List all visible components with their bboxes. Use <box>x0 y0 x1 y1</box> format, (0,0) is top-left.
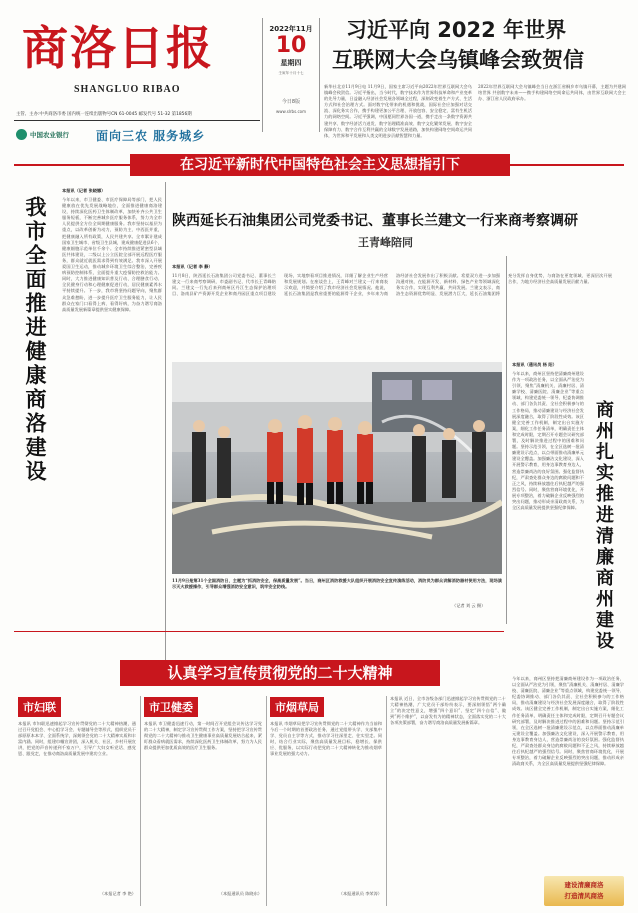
date-box <box>262 18 320 132</box>
bank-logo-icon <box>16 129 27 140</box>
center-story-headline: 陕西延长石油集团公司党委书记、董事长兰建文一行来商考察调研 <box>172 213 578 229</box>
clean-governance-badge <box>544 876 624 906</box>
sponsor-strip <box>14 126 260 144</box>
right-story-headline: 商州扎实推进清廉商州建设 <box>593 400 614 652</box>
today-pages: 今日8版 <box>281 99 301 105</box>
right-story-body-top: 今年以来，商州区坚持把清廉商州建设作为一项政治任务，以全面从严治党为引领，聚焦“清廉机关、清廉村居、清廉学校、清廉医院、清廉企业”等重点领域，构建党委统一领导、纪委协调推动、部门各负其责、全社会积极参与的工作格局，推动清廉建设与经济社会发展深度融合，取得了阶段性成效。该区健全完善工作机制，制定出台实施方案，细化工作任务清单，明确责任主体和完成时限，定期召开专题会议研究部署，及时解决推进过程中的困难和问题。坚持示范引领，在全区选树一批清廉建设示范点，以点带面推动清廉单元建设全覆盖。加强廉洁文化建设，深入开展警示教育，用身边事教育身边人，营造崇廉尚洁的良好氛围。强化监督执纪，严肃查处群众身边的腐败问题和不正之风，持续释放越往后执纪越严的强烈信号。同时，聚焦营商环境优化，开展专项整治，着力破解企业反映强烈的突出问题，推动形成亲清政商关系，为全区高质量发展提供坚强纪律保障。 <box>512 371 584 511</box>
date-day: 10 <box>275 33 307 58</box>
left-story-headline: 我市全面推进健康商洛建设 <box>23 196 48 484</box>
left-story-body: 今年以来，市卫健委、市医疗保障局等部门，把人民健康放在优先发展战略地位，全面推进健康商洛建设，持续深化医药卫生体制改革，加快补齐公共卫生服务短板，不断完善城乡医疗服务体系，努力为全市人民提供全方位全周期健康服务。我市坚持以基层为重点，以改革创新为动力，预防为主、中西医并重，把健康融入所有政策，人民共建共享。全市累计建成国家卫生城市、省级卫生县城，建成健康促进县6个、健康细胞示范单位千余个。全市持续推进紧密型县域医共体建设，二级以上公立医院全部开展远程医疗服务，群众就近就医需求得到有效满足。我市深入开展爱国卫生运动，推动城乡环境卫生综合整治，完善疾病预防控制体系，全面提升重大疫情防控救治能力。同时，大力推进健康知识普及行动、合理膳食行动、全民健身行动和心理健康促进行动，居民健康素养水平持续提升。下一步，我市将坚持问题导向，聚焦群众急难愁盼，进一步提升医疗卫生服务能力，让人民群众在家门口看得上病、看得好病，为奋力谱写商洛高质量发展新篇章提供坚实健康保障。 <box>62 197 162 312</box>
column-2-credit: （本报通讯员 陈晓东） <box>218 891 262 896</box>
sponsor-name: 中国农业银行 <box>30 131 69 139</box>
photo-caption: 11月9日是第31个全国消防日，主题为“抓消防安全，保高质量发展”。当日，商州区消防救援大队组织开展消防安全宣传演练活动，消防员为群众讲解消防器材使用方法，现场演示灭火救援操作，引导群众增强消防安全意识，筑牢安全防线。 <box>172 578 502 590</box>
right-story-body-bottom: 今年以来，商州区坚持把清廉商州建设作为一项政治任务，以全面从严治党为引领，聚焦“清廉机关、清廉村居、清廉学校、清廉医院、清廉企业”等重点领域，构建党委统一领导、纪委协调推动、部门各负其责、全社会积极参与的工作格局，推动清廉建设与经济社会发展深度融合，取得了阶段性成效。该区健全完善工作机制，制定出台实施方案，细化工作任务清单，明确责任主体和完成时限，定期召开专题会议研究部署，及时解决推进过程中的困难和问题。坚持示范引领，在全区选树一批清廉建设示范点，以点带面推动清廉单元建设全覆盖。加强廉洁文化建设，深入开展警示教育，用身边事教育身边人，营造崇廉尚洁的良好氛围。强化监督执纪，严肃查处群众身边的腐败问题和不正之风，持续释放越往后执纪越严的强烈信号。同时，聚焦营商环境优化，开展专项整治，着力破解企业反映强烈的突出问题，推动形成亲清政商关系，为全区高质量发展提供坚强纪律保障。 <box>512 676 624 767</box>
column-2-body: 本报讯 市卫健委迅速行动，第一时间召开党组会议传达学习党的二十大精神，制定学习宣传贯彻工作方案，坚持把学习宣传贯彻党的二十大精神与推动卫生健康事业高质量发展结合起来，紧盯群众看病就医需求，持续深化医药卫生体制改革，努力为人民群众提供更加优质高效的医疗卫生服务。 <box>144 721 262 751</box>
column-3-tag: 市烟草局 <box>270 697 324 717</box>
badge-line-2: 打造清风商洛 <box>564 892 604 900</box>
firefighting-drill-scene <box>172 362 502 574</box>
weekday: 星期四 <box>280 59 302 67</box>
lead-headline-1: 习近平向 2022 年世界 <box>346 18 567 42</box>
center-story-subhead: 王青峰陪同 <box>358 236 413 249</box>
publisher-line: 主管、主办:中共商洛市委 国内统一连续出版物号CN 61-0045 邮发代号 51-32 第1856期 <box>16 112 192 117</box>
column-3-credit: （本报通讯员 李荣涛） <box>338 891 382 896</box>
lead-body-right: 2022年世界互联网大会乌镇峰会当日在浙江省桐乡市乌镇开幕，主题为共建网络世界 共创数字未来——携手构建网络空间命运共同体，由世界互联网大会主办、浙江省人民政府承办。 <box>478 84 626 102</box>
column-2-tag: 市卫健委 <box>144 697 198 717</box>
column-3 <box>270 696 382 906</box>
masthead-pinyin: SHANGLUO RIBAO <box>74 84 181 95</box>
column-3-body: 本报讯 市烟草局把学习宣传贯彻党的二十大精神作为当前和今后一个时期的首要政治任务，通过党组带头学、支部集中学、党员自主学等方式，推动学习往深里走、往实里走。同时，结合行业实际，聚焦高质量发展目标，稳增长、保供应、优服务，以实际行动把党的二十大精神转化为推动烟草事业发展的强大动力。 <box>270 721 382 757</box>
badge-line-1: 建设清廉商洛 <box>564 881 604 889</box>
column-4 <box>390 696 506 906</box>
right-story-byline: 本报讯（通讯员 杨 阳） <box>512 362 557 367</box>
lead-body-left: 新华社北京11月9日电 11月9日，国家主席习近平向2022年世界互联网大会乌镇峰会致贺信。习近平指出，当今时代，数字技术作为世界科技革命和产业变革的先导力量，日益融入经济社会发展各领域全过程，深刻改变着生产方式、生活方式和社会治理方式。面对数字化带来的机遇和挑战，国际社会应加强对话交流、深化务实合作，携手构建更加公平合理、开放包容、安全稳定、富有生机活力的网络空间。习近平强调，中国愿同世界各国一道，携手走出一条数字资源共建共享、数字经济活力迸发、数字治理精准高效、数字文化繁荣发展、数字安全保障有力、数字合作互利共赢的全球数字发展道路，加快构建网络空间命运共同体，为世界和平发展和人类文明进步贡献智慧和力量。 <box>324 84 472 138</box>
sponsor-slogan: 面向三农 服务城乡 <box>96 129 206 143</box>
lunar-date: 壬寅年十月十七 <box>278 71 304 75</box>
column-1-body: 本报讯 市妇联迅速掀起学习宣传贯彻党的二十大精神热潮，通过召开党组会、中心组学习会、专题辅导会等形式，组织党员干部原原本本学、全面系统学，深刻领会党的二十大精神实质和丰富内涵。同时，组建巾帼宣讲团，深入机关、社区、乡村开展宣讲，把党的声音传递到千家万户，引导广大妇女听党话、感党恩、跟党走，在推动商洛高质量发展中建功立业。 <box>18 721 136 757</box>
lead-headline-2: 互联网大会乌镇峰会致贺信 <box>332 48 584 72</box>
masthead <box>14 18 259 118</box>
column-1 <box>18 696 136 906</box>
photo-credit: （记者 刘 云 摄） <box>452 603 486 608</box>
left-story-byline: 本报讯（记者 张晓娜） <box>62 188 106 193</box>
date-year-month: 2022年11月 <box>269 25 313 33</box>
center-story-byline: 本报讯（记者 李 静） <box>172 264 213 269</box>
column-2 <box>144 696 262 906</box>
banner-bottom: 认真学习宣传贯彻党的二十大精神 <box>120 660 440 686</box>
banner-top: 在习近平新时代中国特色社会主义思想指引下 <box>130 154 510 176</box>
center-story-body: 11月8日，陕西延长石油集团公司党委书记、董事长兰建文一行来商考察调研，市委副书记、代市长王青峰陪同。兰建文一行先后来到商州区丹江生态保护治理项目、洛南县矿产资源开发企业和商丹园区重点项目建设现场，实地察看项目推进情况，详细了解企业生产经营和发展规划。在座谈会上，王青峰对兰建文一行来商表示欢迎，并简要介绍了我市经济社会发展情况。他说，延长石油集团是我省重要的能源骨干企业，多年来为商洛经济社会发展作出了积极贡献。希望双方进一步加强沟通对接，在能源开发、新材料、绿色产业等领域深化务实合作，实现互利共赢、共同发展。兰建文表示，商洛生态资源优势明显、发展潜力巨大，延长石油集团将充分发挥自身优势，与商洛在更宽领域、更深层次开展合作，为地方经济社会高质量发展贡献力量。 <box>172 273 612 297</box>
website[interactable]: www.slrbs.com <box>276 109 306 114</box>
column-1-credit: （本报记者 李 艳） <box>99 891 136 896</box>
column-4-body: 本报讯 近日，全市各级各部门迅速掀起学习宣传贯彻党的二十大精神热潮，广大党员干部纷纷表示，要深刻领悟“两个确立”的决定性意义，增强“四个意识”、坚定“四个自信”、做到“两个维护”，以奋发有为的精神状态，全面落实党的二十大各项决策部署，奋力谱写商洛高质量发展新篇章。 <box>390 696 506 726</box>
masthead-title: 商洛日报 <box>22 21 214 75</box>
column-1-tag: 市妇联 <box>18 697 61 717</box>
news-photo <box>172 362 502 574</box>
